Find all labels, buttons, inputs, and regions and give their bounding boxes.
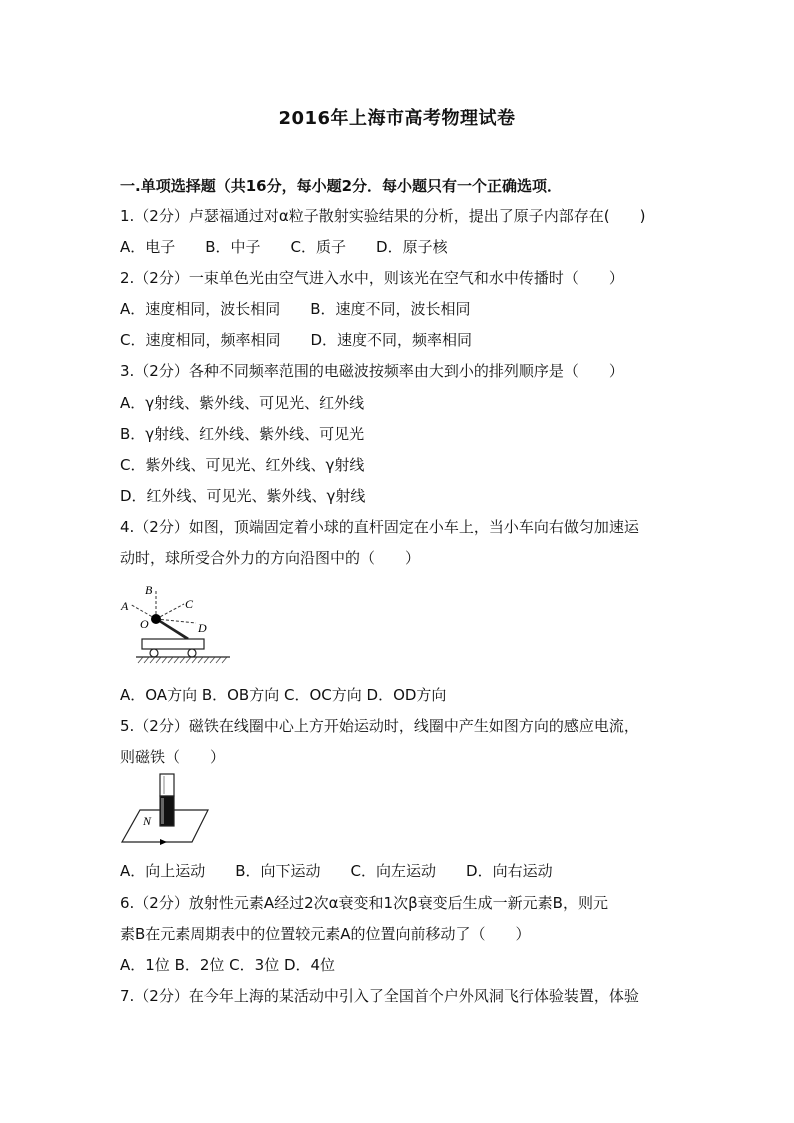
label-d: D [198,621,207,635]
q4-cart-figure [118,580,238,672]
ground-hatching [138,657,227,663]
label-c: C [185,597,194,611]
cart-body [142,639,204,649]
page-title: 2016年上海市高考物理试卷 [278,108,516,129]
label-b: B [145,583,153,597]
cart-wheel-right [188,649,196,657]
q5-stem-line1: 5.（2分）磁铁在线圈中心上方开始运动时，线圈中产生如图方向的感应电流， [120,717,639,735]
ball [151,614,161,624]
cart-wheel-left [150,649,158,657]
q1-stem: 1.（2分）卢瑟福通过对α粒子散射实验结果的分析，提出了原子内部存在( ) [120,207,646,225]
q2-options-row1: A．速度相同，波长相同 B．速度不同，波长相同 [120,300,471,318]
q6-options: A．1位 B．2位 C．3位 D．4位 [120,956,336,974]
q4-options: A．OA方向 B．OB方向 C．OC方向 D．OD方向 [120,686,447,704]
q1-options: A．电子 B．中子 C．质子 D．原子核 [120,238,448,256]
magnet-highlight [161,798,164,824]
q3-option-d: D．红外线、可见光、紫外线、γ射线 [120,487,366,505]
q3-stem: 3.（2分）各种不同频率范围的电磁波按频率由大到小的排列顺序是（ ） [120,362,624,380]
label-n: N [143,814,152,828]
q4-cart-diagram [118,580,238,672]
label-o: O [140,617,149,631]
q4-stem-line2: 动时，球所受合外力的方向沿图中的（ ） [120,549,421,567]
q5-magnet-diagram [118,770,218,854]
q6-stem-line2: 素B在元素周期表中的位置较元素A的位置向前移动了（ ） [120,925,531,943]
q5-stem-line2: 则磁铁（ ） [120,748,226,766]
q5-options: A．向上运动 B．向下运动 C．向左运动 D．向右运动 [120,862,553,880]
q7-stem-line1: 7.（2分）在今年上海的某活动中引入了全国首个户外风洞飞行体验装置，体验 [120,987,639,1005]
q3-option-c: C．紫外线、可见光、红外线、γ射线 [120,456,365,474]
section-heading: 一.单项选择题（共16分，每小题2分．每小题只有一个正确选项． [120,177,563,195]
q2-stem: 2.（2分）一束单色光由空气进入水中，则该光在空气和水中传播时（ ） [120,269,624,287]
q6-stem-line1: 6.（2分）放射性元素A经过2次α衰变和1次β衰变后生成一新元素B，则元 [120,894,608,912]
magnet-top [160,774,174,796]
label-a: A [121,599,129,613]
q5-magnet-figure [118,770,218,854]
q3-option-b: B．γ射线、红外线、紫外线、可见光 [120,425,365,443]
q3-option-a: A．γ射线、紫外线、可见光、红外线 [120,394,365,412]
rod-highlight [158,622,186,640]
q4-stem-line1: 4.（2分）如图，顶端固定着小球的直杆固定在小车上，当小车向右做匀加速运 [120,518,639,536]
q2-options-row2: C．速度相同，频率相同 D．速度不同，频率相同 [120,331,473,349]
